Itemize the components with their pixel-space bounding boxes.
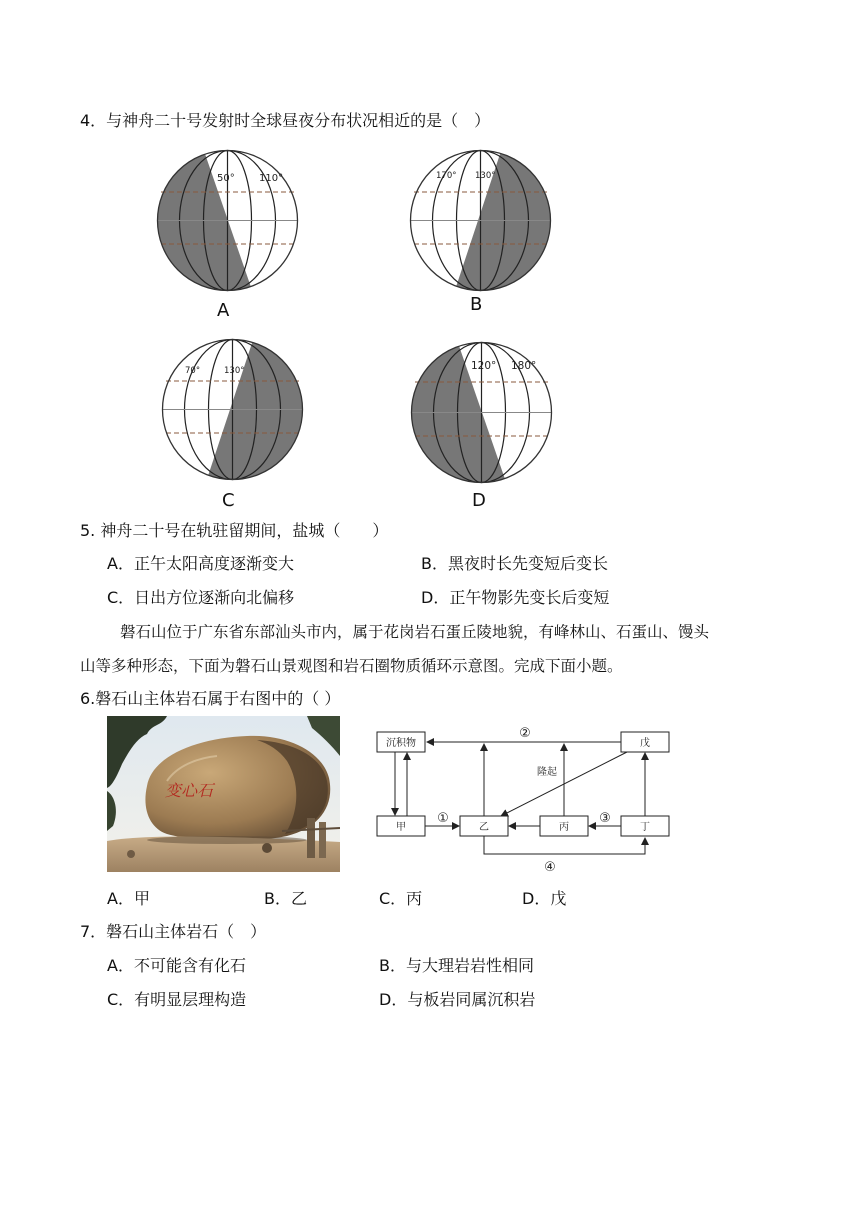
globe-a-lon-left: 50°: [217, 173, 235, 184]
globe-a-label: A: [217, 300, 230, 321]
label-uplift: 隆起: [537, 767, 557, 778]
q7-option-b[interactable]: B．与大理岩岩性相同: [379, 956, 534, 975]
globe-c-lon-left: 70°: [185, 366, 201, 376]
label-wu: 戊: [640, 738, 650, 749]
q5-option-b[interactable]: B．黑夜时长先变短后变长: [421, 554, 608, 573]
rock-photo: [107, 716, 340, 872]
label-jia: 甲: [396, 822, 406, 833]
q5-option-c[interactable]: C．日出方位逐渐向北偏移: [107, 588, 295, 607]
q6-stem: 6.磐石山主体岩石属于右图中的（ ）: [80, 689, 341, 708]
globe-d: [409, 340, 554, 485]
q7-option-c[interactable]: C．有明显层理构造: [107, 990, 247, 1009]
passage-line-1: 磐石山位于广东省东部汕头市内，属于花岗岩石蛋丘陵地貌，有峰林山、石蛋山、馒头: [120, 623, 710, 641]
globe-a-lon-right: 110°: [259, 173, 284, 184]
q7-option-a[interactable]: A．不可能含有化石: [107, 956, 246, 975]
q7-option-d[interactable]: D．与板岩同属沉积岩: [379, 990, 536, 1009]
globe-d-label: D: [472, 490, 486, 511]
globe-c: [160, 337, 305, 482]
globe-b-lon-left: 170°: [436, 171, 457, 181]
globe-b-label: B: [470, 294, 483, 315]
q5-option-a[interactable]: A．正午太阳高度逐渐变大: [107, 554, 294, 573]
globe-b-lon-right: 130°: [475, 171, 496, 181]
label-ding: 丁: [640, 822, 650, 833]
passage-line-2: 山等多种形态，下面为磐石山景观图和岩石圈物质循环示意图。完成下面小题。: [80, 657, 623, 675]
q6-option-b[interactable]: B．乙: [264, 889, 307, 908]
label-bing: 丙: [559, 822, 569, 833]
q6-option-c[interactable]: C．丙: [379, 889, 423, 908]
q5-option-d[interactable]: D．正午物影先变长后变短: [421, 588, 610, 607]
globe-c-label: C: [222, 490, 235, 511]
label-n2: ②: [519, 726, 531, 741]
globe-c-lon-right: 130°: [224, 366, 245, 376]
q6-option-d[interactable]: D．戊: [522, 889, 567, 908]
globe-d-lon-right: 180°: [511, 360, 537, 372]
label-n4: ④: [544, 860, 556, 874]
globe-a: [155, 148, 300, 293]
globe-d-lon-left: 120°: [471, 360, 497, 372]
rock-cycle-diagram: [375, 722, 675, 874]
globe-b: [408, 148, 553, 293]
q6-option-a[interactable]: A．甲: [107, 889, 150, 908]
label-n1: ①: [437, 811, 449, 826]
label-yi: 乙: [479, 822, 489, 833]
rock-inscription: 变心石: [165, 781, 214, 800]
q7-stem: 7．磐石山主体岩石（ ）: [80, 922, 267, 941]
q5-stem: 5. 神舟二十号在轨驻留期间，盐城（ ）: [80, 521, 389, 540]
label-sediment: 沉积物: [386, 738, 416, 749]
q4-stem: 4．与神舟二十号发射时全球昼夜分布状况相近的是（ ）: [80, 111, 491, 130]
label-n3: ③: [599, 811, 611, 826]
